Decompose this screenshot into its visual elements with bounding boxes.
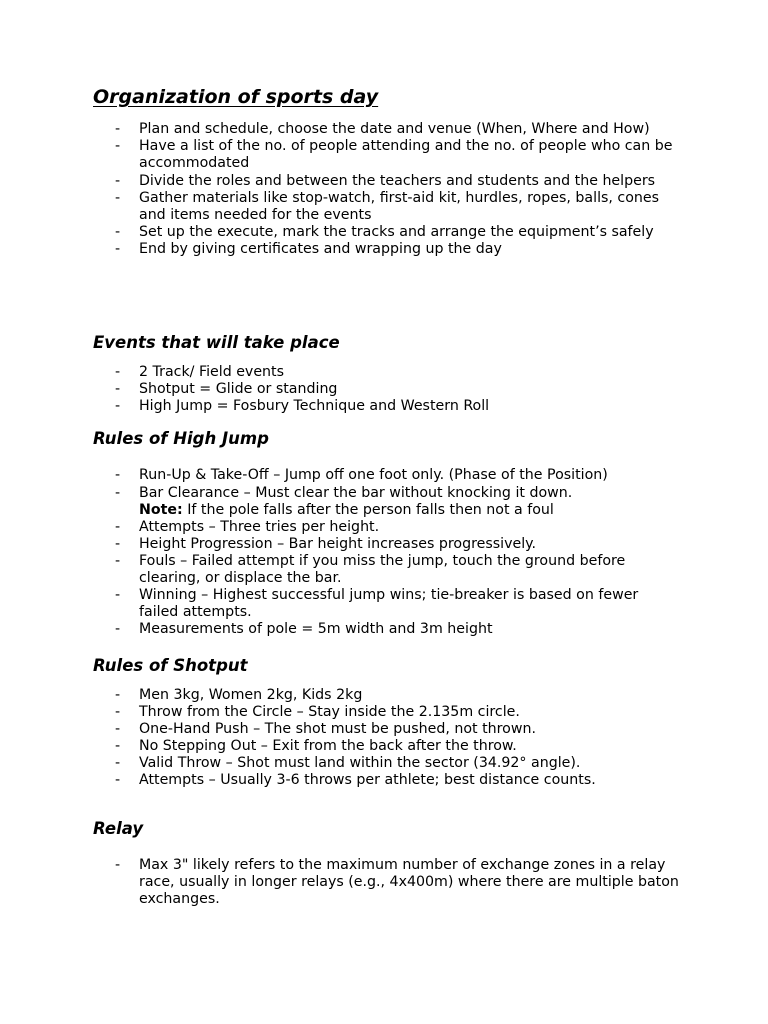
list-item-text: Throw from the Circle – Stay inside the 2.135m circle. [139, 704, 520, 720]
list-item-text: Divide the roles and between the teachers and students and the helpers [139, 172, 656, 189]
events-heading: Events that will take place [93, 333, 340, 352]
bullet-dash: - [115, 721, 121, 737]
bullet-dash: - [115, 687, 121, 703]
bullet-dash: - [115, 536, 121, 552]
list-item [0, 190, 679, 224]
relay-list [0, 857, 768, 909]
note-line [139, 502, 679, 519]
list-item [0, 121, 679, 138]
bullet-dash: - [115, 172, 121, 189]
list-item [0, 398, 679, 415]
list-item [0, 485, 679, 519]
list-item-text: Attempts – Three tries per height. [139, 519, 380, 535]
high-jump-list [0, 467, 768, 638]
list-item [0, 224, 679, 241]
list-item-text: Height Progression – Bar height increases progressively. [139, 536, 537, 552]
list-item-text: Shotput = Glide or standing [139, 381, 338, 398]
list-item-text: High Jump = Fosbury Technique and Western Roll [139, 398, 490, 415]
bullet-dash: - [115, 364, 121, 380]
bullet-dash: - [115, 485, 121, 501]
list-item-text: Max 3" likely refers to the maximum number of exchange zones in a relay race, usually in longer relays (e.g., 4x400m) where there are multiple baton exchanges. [139, 857, 679, 908]
list-item [0, 381, 679, 398]
relay-heading: Relay [93, 819, 144, 838]
bullet-dash: - [115, 857, 121, 873]
shotput-list [0, 687, 768, 789]
note-text: If the pole falls after the person falls then not a foul [182, 502, 554, 518]
list-item-text: End by giving certificates and wrapping up the day [139, 241, 502, 258]
list-item [0, 536, 679, 553]
bullet-dash: - [115, 621, 121, 637]
list-item [0, 364, 679, 381]
list-item [0, 687, 679, 704]
list-item-text: Winning – Highest successful jump wins; tie-breaker is based on fewer failed attempts. [139, 587, 639, 620]
list-item-text: Valid Throw – Shot must land within the sector (34.92° angle). [139, 755, 581, 771]
list-item [0, 755, 679, 772]
list-item [0, 519, 679, 536]
list-item [0, 467, 679, 484]
list-item-text: Bar Clearance – Must clear the bar without knocking it down. [139, 485, 573, 501]
bullet-dash: - [115, 121, 121, 137]
list-item [0, 704, 679, 721]
list-item-text: Set up the execute, mark the tracks and arrange the equipment’s safely [139, 224, 654, 241]
list-item [0, 553, 679, 587]
list-item [0, 772, 679, 789]
bullet-dash: - [115, 138, 121, 155]
bullet-dash: - [115, 738, 121, 754]
list-item-text: Measurements of pole = 5m width and 3m height [139, 621, 493, 637]
bullet-dash: - [115, 241, 121, 258]
events-list [0, 364, 768, 416]
bullet-dash: - [115, 755, 121, 771]
list-item-text: Men 3kg, Women 2kg, Kids 2kg [139, 687, 363, 703]
bullet-dash: - [115, 587, 121, 603]
bullet-dash: - [115, 519, 121, 535]
list-item-text: Plan and schedule, choose the date and venue (When, Where and How) [139, 121, 650, 137]
list-item [0, 173, 679, 190]
list-item [0, 738, 679, 755]
list-item-text: 2 Track/ Field events [139, 364, 285, 380]
list-item-text: No Stepping Out – Exit from the back after the throw. [139, 738, 517, 754]
list-item-text: Have a list of the no. of people attending and the no. of people who can be accommodated [139, 138, 673, 172]
list-item [0, 721, 679, 738]
bullet-dash: - [115, 381, 121, 398]
list-item-text: Attempts – Usually 3-6 throws per athlete; best distance counts. [139, 772, 596, 788]
note-label: Note: [139, 502, 183, 518]
document-title: Organization of sports day [93, 86, 379, 108]
list-item [0, 241, 679, 258]
bullet-dash: - [115, 467, 121, 483]
list-item-text: Run-Up & Take-Off – Jump off one foot only. (Phase of the Position) [139, 467, 608, 483]
bullet-dash: - [115, 189, 121, 206]
high-jump-heading: Rules of High Jump [93, 429, 269, 448]
organization-list [0, 121, 768, 259]
shotput-heading: Rules of Shotput [93, 656, 248, 675]
list-item [0, 587, 679, 621]
bullet-dash: - [115, 704, 121, 720]
bullet-dash: - [115, 224, 121, 241]
bullet-dash: - [115, 398, 121, 415]
list-item-text: Gather materials like stop-watch, first-aid kit, hurdles, ropes, balls, cones and items needed for the events [139, 189, 660, 224]
list-item [0, 138, 679, 172]
list-item [0, 857, 679, 909]
bullet-dash: - [115, 772, 121, 788]
bullet-dash: - [115, 553, 121, 569]
list-item [0, 621, 679, 638]
list-item-text: One-Hand Push – The shot must be pushed, not thrown. [139, 721, 536, 737]
list-item-text: Fouls – Failed attempt if you miss the jump, touch the ground before clearing, or displace the bar. [139, 553, 626, 586]
